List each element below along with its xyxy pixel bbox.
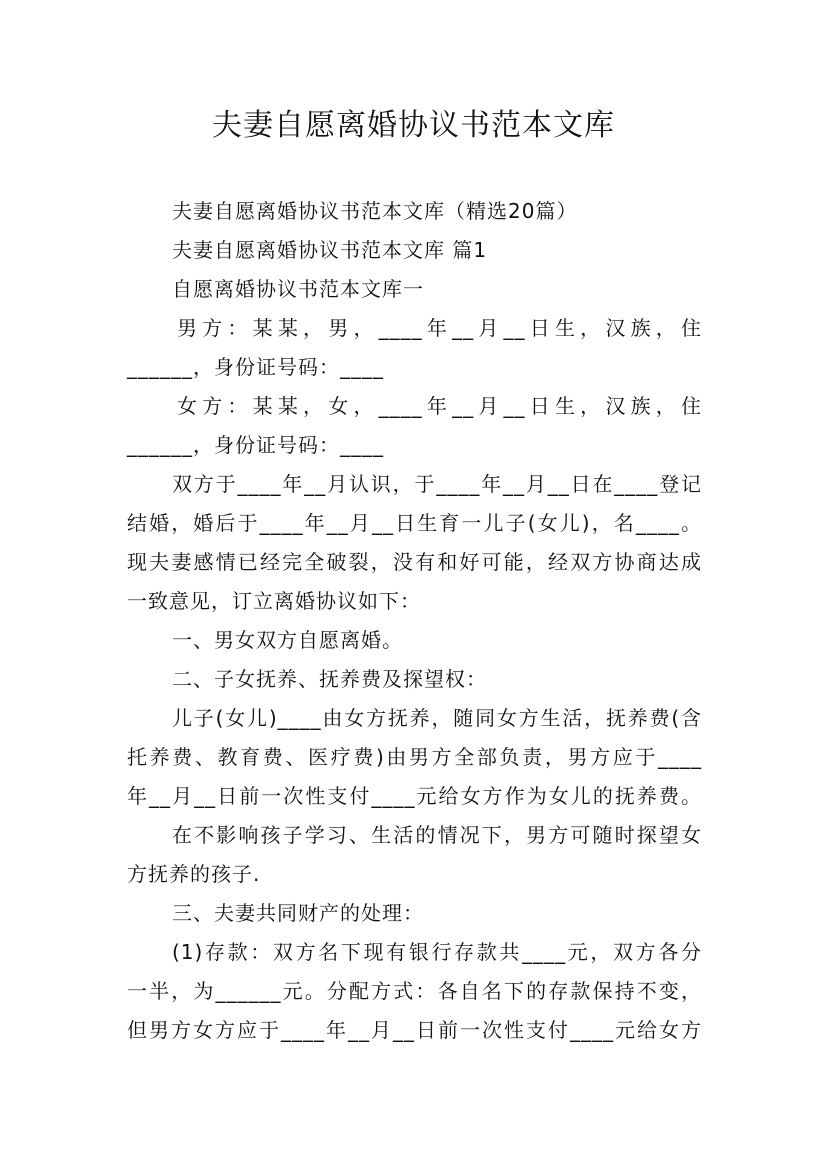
document-subtitle: 夫妻自愿离婚协议书范本文库（精选20篇） (172, 199, 578, 223)
section-heading: 自愿离婚协议书范本文库一 (172, 277, 424, 301)
paragraph-line: 但男方女方应于____年__月__日前一次性支付____元给女方 (127, 1018, 702, 1042)
document-body (127, 192, 702, 1050)
paragraph-line: ______，身份证号码：____ (127, 433, 384, 457)
paragraph-line: 双方于____年__月认识，于____年__月__日在____登记 (172, 472, 702, 496)
paragraph-line: 一致意见，订立离婚协议如下： (127, 589, 421, 613)
paragraph-line: 儿子(女儿)____由女方抚养，随同女方生活，抚养费(含 (172, 706, 702, 730)
paragraph-line: 一半，为______元。分配方式：各自名下的存款保持不变， (127, 979, 702, 1003)
paragraph-line: 现夫妻感情已经完全破裂，没有和好可能，经双方协商达成 (127, 550, 702, 574)
paragraph-line: 在不影响孩子学习、生活的情况下，男方可随时探望女 (172, 823, 702, 847)
paragraph-line: 三、夫妻共同财产的处理： (172, 901, 424, 925)
paragraph-line: 男方：某某，男，____年__月__日生，汉族，住 (177, 316, 702, 340)
paragraph-line: 二、子女抚养、抚养费及探望权： (172, 667, 487, 691)
paragraph-line: 一、男女双方自愿离婚。 (172, 628, 403, 652)
paragraph-line: (1)存款：双方名下现有银行存款共____元，双方各分 (172, 940, 702, 964)
paragraph-line: 年__月__日前一次性支付____元给女方作为女儿的抚养费。 (127, 784, 702, 808)
paragraph-line: 托养费、教育费、医疗费)由男方全部负责，男方应于____ (127, 745, 702, 769)
paragraph-line: 方抚养的孩子. (127, 862, 261, 886)
paragraph-line: 女方：某某，女，____年__月__日生，汉族，住 (177, 394, 702, 418)
paragraph-line: ______，身份证号码：____ (127, 355, 384, 379)
section-heading: 夫妻自愿离婚协议书范本文库 篇1 (172, 238, 488, 262)
paragraph-line: 结婚，婚后于____年__月__日生育一儿子(女儿)，名____。 (127, 511, 702, 535)
document-title: 夫妻自愿离婚协议书范本文库 (212, 108, 615, 143)
